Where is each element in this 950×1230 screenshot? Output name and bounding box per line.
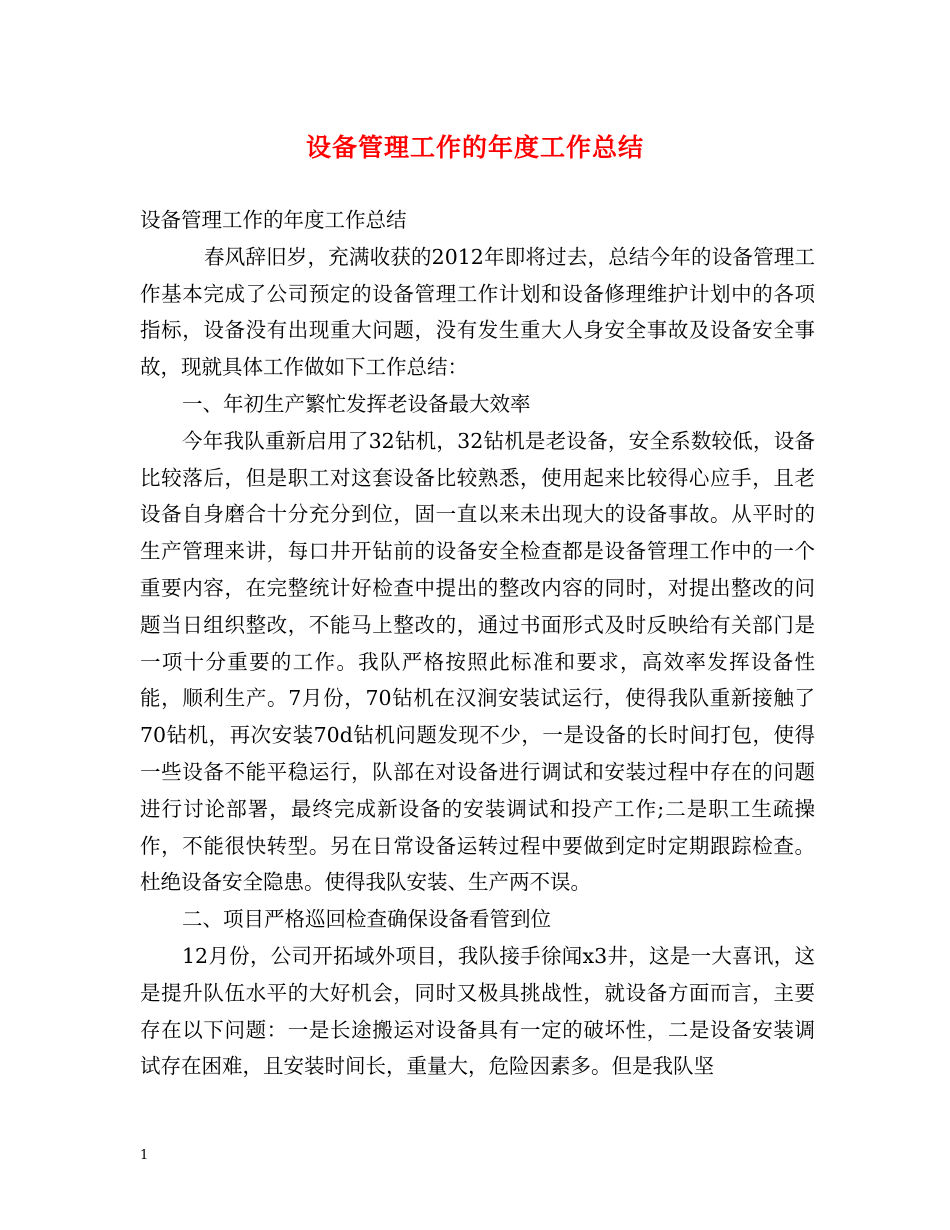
- section-heading-1: 一、年初生产繁忙发挥老设备最大效率: [182, 391, 531, 416]
- document-title: 设备管理工作的年度工作总结: [305, 133, 644, 162]
- paragraph-intro: 春风辞旧岁，充满收获的2012年即将过去，总结今年的设备管理工作基本完成了公司预定的设备管理工作计划和设备修理维护计划中的各项指标，设备没有出现重大问题，没有发生重大人身安全事故及设备安全事故，现就具体工作做如下工作总结：: [140, 244, 815, 380]
- document-subtitle: 设备管理工作的年度工作总结: [140, 208, 407, 232]
- page-number: 1: [140, 1148, 149, 1163]
- document-body: [140, 202, 815, 1085]
- paragraph-section-2: 12月份，公司开拓域外项目，我队接手徐闻x3井，这是一大喜讯，这是提升队伍水平的大好机会，同时又极具挑战性，就设备方面而言，主要存在以下问题：一是长途搬运对设备具有一定的破坏性，二是设备安装调试存在困难，且安装时间长，重量大，危险因素多。但是我队坚: [140, 943, 815, 1079]
- section-heading-2: 二、项目严格巡回检查确保设备看管到位: [182, 907, 551, 932]
- paragraph-section-1: 今年我队重新启用了32钻机，32钻机是老设备，安全系数较低，设备比较落后，但是职工对这套设备比较熟悉，使用起来比较得心应手，且老设备自身磨合十分充分到位，固一直以来未出现大的设备事故。从平时的生产管理来讲，每口井开钻前的设备安全检查都是设备管理工作中的一个重要内容，在完整统计好检查中提出的整改内容的同时，对提出整改的问题当日组织整改，不能马上整改的，通过书面形式及时反映给有关部门是一项十分重要的工作。我队严格按照此标准和要求，高效率发挥设备性能，顺利生产。7月份，70钻机在汉涧安装试运行，使得我队重新接触了70钻机，再次安装70d钻机问题发现不少，一是设备的长时间打包，使得一些设备不能平稳运行，队部在对设备进行调试和安装过程中存在的问题进行讨论部署，最终完成新设备的安装调试和投产工作;二是职工生疏操作，不能很快转型。另在日常设备运转过程中要做到定时定期跟踪检查。杜绝设备安全隐患。使得我队安装、生产两不误。: [140, 428, 815, 895]
